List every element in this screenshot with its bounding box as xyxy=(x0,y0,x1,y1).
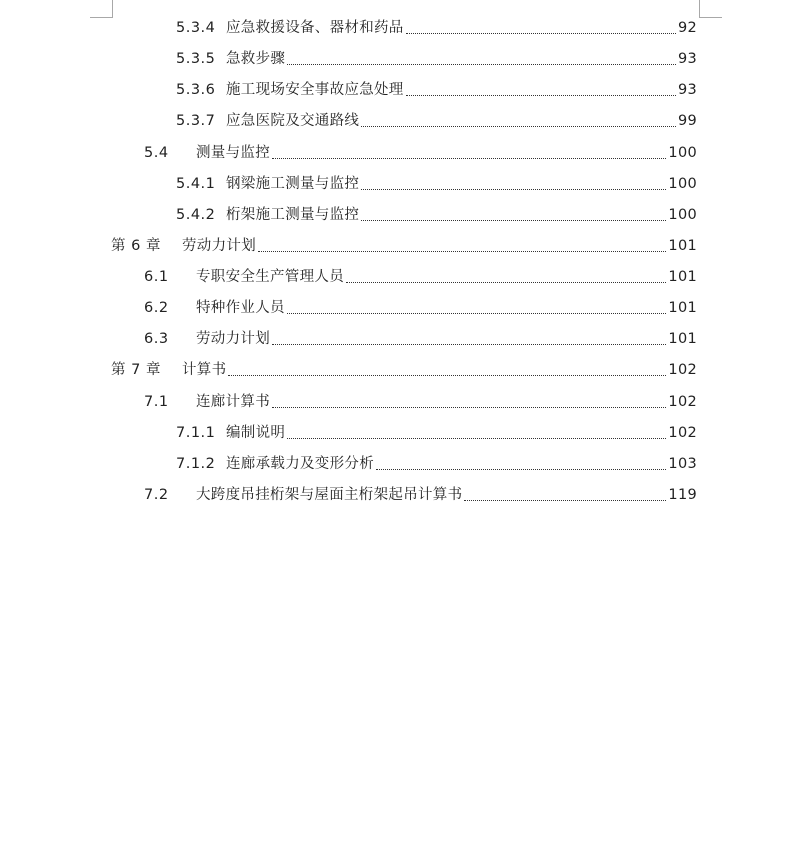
toc-entry-number: 5.4.2 xyxy=(176,207,216,223)
toc-entry-title: 劳动力计划 xyxy=(196,331,270,347)
toc-entry-title: 特种作业人员 xyxy=(196,300,285,316)
toc-entry-page: 101 xyxy=(668,269,697,285)
toc-dot-leader xyxy=(272,344,666,345)
toc-entry[interactable] xyxy=(176,49,697,69)
toc-entry-page: 101 xyxy=(668,331,697,347)
toc-entry[interactable] xyxy=(144,298,697,318)
toc-entry-title: 钢梁施工测量与监控 xyxy=(226,176,360,192)
toc-entry[interactable] xyxy=(176,454,697,474)
toc-dot-leader xyxy=(376,469,666,470)
toc-entry[interactable] xyxy=(176,174,697,194)
toc-dot-leader xyxy=(464,500,666,501)
toc-entry-title: 计算书 xyxy=(182,362,227,378)
toc-entry-title: 测量与监控 xyxy=(196,145,270,161)
toc-entry-number: 第 6 章 xyxy=(111,238,161,254)
toc-entry[interactable] xyxy=(144,329,697,349)
toc-entry-page: 100 xyxy=(668,176,697,192)
toc-entry-page: 102 xyxy=(668,394,697,410)
toc-entry-number: 7.2 xyxy=(144,487,169,503)
toc-entry[interactable] xyxy=(176,423,697,443)
toc-dot-leader xyxy=(287,313,667,314)
toc-entry-page: 92 xyxy=(677,20,697,36)
toc-entry-title: 应急救援设备、器材和药品 xyxy=(226,20,404,36)
toc-entry-page: 103 xyxy=(668,456,697,472)
toc-entry-page: 119 xyxy=(668,487,697,503)
toc-entry-title: 施工现场安全事故应急处理 xyxy=(226,82,404,98)
toc-entry-page: 101 xyxy=(668,238,697,254)
toc-entry[interactable] xyxy=(176,111,697,131)
toc-entry-number: 5.3.5 xyxy=(176,51,216,67)
toc-entry[interactable] xyxy=(144,392,697,412)
toc-dot-leader xyxy=(287,64,676,65)
toc-entry-number: 7.1 xyxy=(144,394,169,410)
page-corner-mark-right xyxy=(699,0,722,18)
toc-dot-leader xyxy=(406,95,676,96)
toc-entry-page: 100 xyxy=(668,207,697,223)
toc-dot-leader xyxy=(361,189,666,190)
toc-entry-number: 5.4 xyxy=(144,145,169,161)
toc-entry-title: 急救步骤 xyxy=(226,51,286,67)
toc-entry-title: 专职安全生产管理人员 xyxy=(196,269,344,285)
toc-entry-page: 93 xyxy=(677,82,697,98)
toc-entry-title: 应急医院及交通路线 xyxy=(226,113,360,129)
toc-entry-number: 6.2 xyxy=(144,300,169,316)
toc-entry-number: 6.1 xyxy=(144,269,169,285)
toc-entry-title: 桁架施工测量与监控 xyxy=(226,207,360,223)
toc-entry-number: 5.3.7 xyxy=(176,113,216,129)
toc-dot-leader xyxy=(346,282,666,283)
toc-dot-leader xyxy=(272,158,666,159)
toc-entry-number: 5.3.6 xyxy=(176,82,216,98)
toc-entry-title: 劳动力计划 xyxy=(182,238,256,254)
toc-entry[interactable] xyxy=(176,80,697,100)
toc-dot-leader xyxy=(258,251,666,252)
toc-entry-page: 99 xyxy=(677,113,697,129)
toc-entry[interactable] xyxy=(144,143,697,163)
toc-dot-leader xyxy=(287,438,666,439)
toc-entry[interactable] xyxy=(176,18,697,38)
toc-dot-leader xyxy=(361,220,666,221)
toc-entry-page: 101 xyxy=(668,300,697,316)
toc-entry[interactable] xyxy=(176,205,697,225)
toc-entry-number: 6.3 xyxy=(144,331,169,347)
toc-entry-number: 7.1.2 xyxy=(176,456,216,472)
toc-entry-number: 7.1.1 xyxy=(176,425,216,441)
toc-entry-number: 第 7 章 xyxy=(111,362,161,378)
toc-entry-page: 93 xyxy=(677,51,697,67)
toc-entry-chapter[interactable] xyxy=(111,360,697,380)
toc-entry-page: 102 xyxy=(668,425,697,441)
toc-dot-leader xyxy=(272,407,666,408)
toc-entry-chapter[interactable] xyxy=(111,236,697,256)
toc-dot-leader xyxy=(406,33,676,34)
toc-entry[interactable] xyxy=(144,485,697,505)
toc-entry-title: 连廊计算书 xyxy=(196,394,270,410)
toc-entry-number: 5.4.1 xyxy=(176,176,216,192)
toc-entry-title: 编制说明 xyxy=(226,425,286,441)
toc-entry-page: 100 xyxy=(668,145,697,161)
toc-entry-title: 大跨度吊挂桁架与屋面主桁架起吊计算书 xyxy=(196,487,463,503)
toc-entry-number: 5.3.4 xyxy=(176,20,216,36)
toc-entry-title: 连廊承载力及变形分析 xyxy=(226,456,374,472)
toc-dot-leader xyxy=(228,375,666,376)
toc-dot-leader xyxy=(361,126,676,127)
page-corner-mark-left xyxy=(90,0,113,18)
toc-entry[interactable] xyxy=(144,267,697,287)
toc-entry-page: 102 xyxy=(668,362,697,378)
